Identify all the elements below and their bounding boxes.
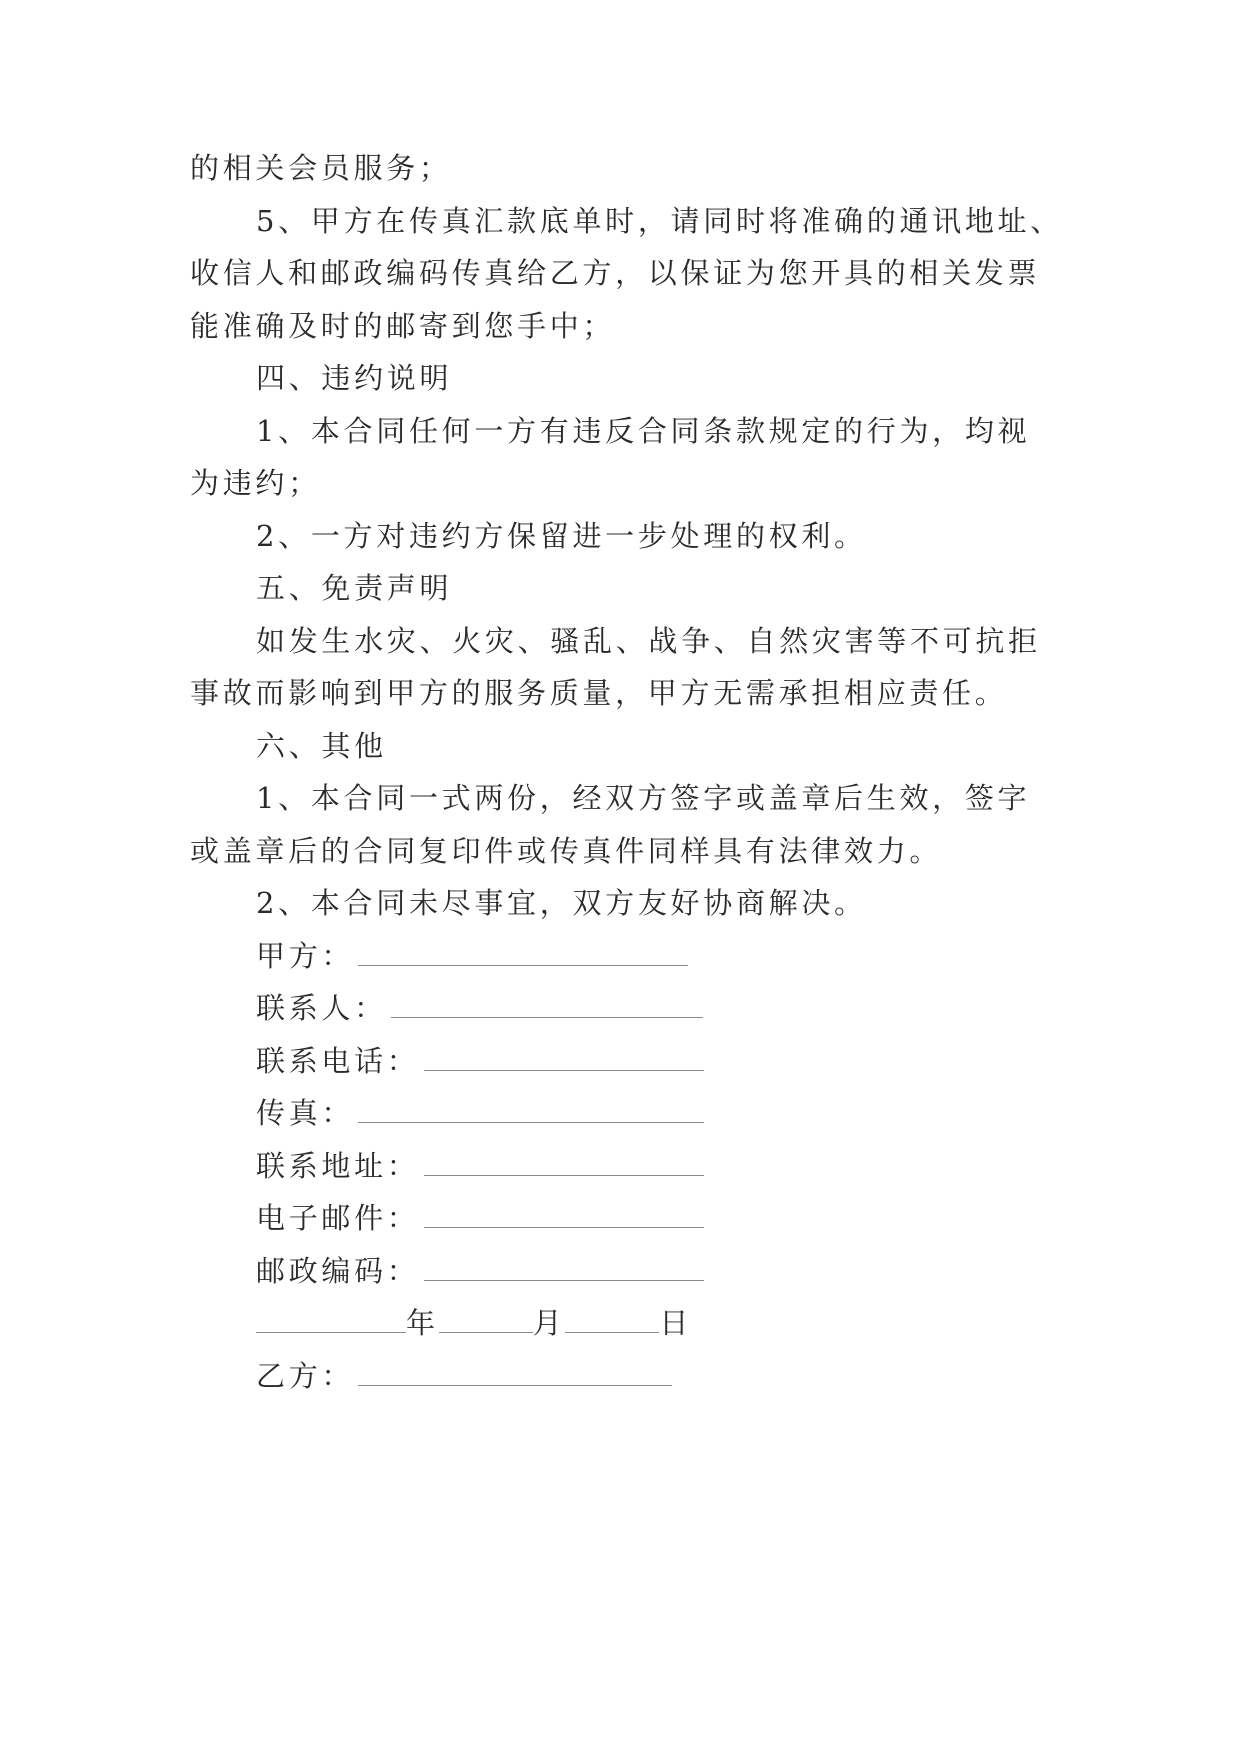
year-blank[interactable] — [256, 1322, 406, 1333]
day-label: 日 — [659, 1306, 693, 1340]
field-label: 邮政编码： — [256, 1254, 420, 1288]
field-label: 联系人： — [256, 991, 387, 1025]
day-blank[interactable] — [565, 1322, 659, 1333]
clause-other-1: 1、本合同一式两份，经双方签字或盖章后生效，签字 — [256, 781, 1031, 815]
field-postal-code — [256, 1251, 704, 1291]
clause-breach-2: 2、一方对违约方保留进一步处理的权利。 — [256, 519, 867, 553]
clause-disclaimer: 如发生水灾、火灾、骚乱、战争、自然灾害等不可抗拒 — [256, 624, 1041, 658]
fax-blank[interactable] — [358, 1112, 704, 1123]
field-date — [256, 1303, 692, 1343]
field-label: 联系电话： — [256, 1044, 420, 1078]
contact-person-blank[interactable] — [391, 1007, 703, 1018]
email-blank[interactable] — [424, 1217, 704, 1228]
field-contact-phone — [256, 1041, 704, 1081]
field-party-b — [256, 1356, 672, 1396]
party-a-blank[interactable] — [358, 955, 688, 966]
field-label: 传真： — [256, 1096, 355, 1130]
text-line: 能准确及时的邮寄到您手中； — [190, 309, 616, 343]
field-label: 电子邮件： — [256, 1201, 420, 1235]
field-email — [256, 1198, 704, 1238]
clause-breach-1: 1、本合同任何一方有违反合同条款规定的行为，均视 — [256, 414, 1031, 448]
field-fax — [256, 1093, 704, 1133]
clause-other-2: 2、本合同未尽事宜，双方友好协商解决。 — [256, 886, 867, 920]
field-contact-person — [256, 988, 703, 1028]
text-line: 为违约； — [190, 466, 321, 500]
month-blank[interactable] — [439, 1322, 533, 1333]
year-label: 年 — [406, 1306, 439, 1340]
contact-phone-blank[interactable] — [424, 1060, 704, 1071]
field-label: 联系地址： — [256, 1149, 420, 1183]
postal-code-blank[interactable] — [424, 1270, 704, 1281]
field-label: 乙方： — [256, 1359, 355, 1393]
party-b-blank[interactable] — [358, 1375, 672, 1386]
section-heading-breach: 四、违约说明 — [256, 361, 453, 395]
text-line: 收信人和邮政编码传真给乙方，以保证为您开具的相关发票 — [190, 256, 1041, 290]
field-party-a — [256, 936, 688, 976]
field-contact-address — [256, 1146, 704, 1186]
text-line: 的相关会员服务； — [190, 151, 452, 185]
text-line: 事故而影响到甲方的服务质量，甲方无需承担相应责任。 — [190, 676, 1008, 710]
field-label: 甲方： — [256, 939, 355, 973]
month-label: 月 — [532, 1306, 566, 1340]
section-heading-disclaimer: 五、免责声明 — [256, 571, 453, 605]
clause-5: 5、甲方在传真汇款底单时，请同时将准确的通讯地址、 — [256, 204, 1063, 238]
contact-address-blank[interactable] — [424, 1165, 704, 1176]
text-line: 或盖章后的合同复印件或传真件同样具有法律效力。 — [190, 834, 943, 868]
section-heading-other: 六、其他 — [256, 729, 387, 763]
